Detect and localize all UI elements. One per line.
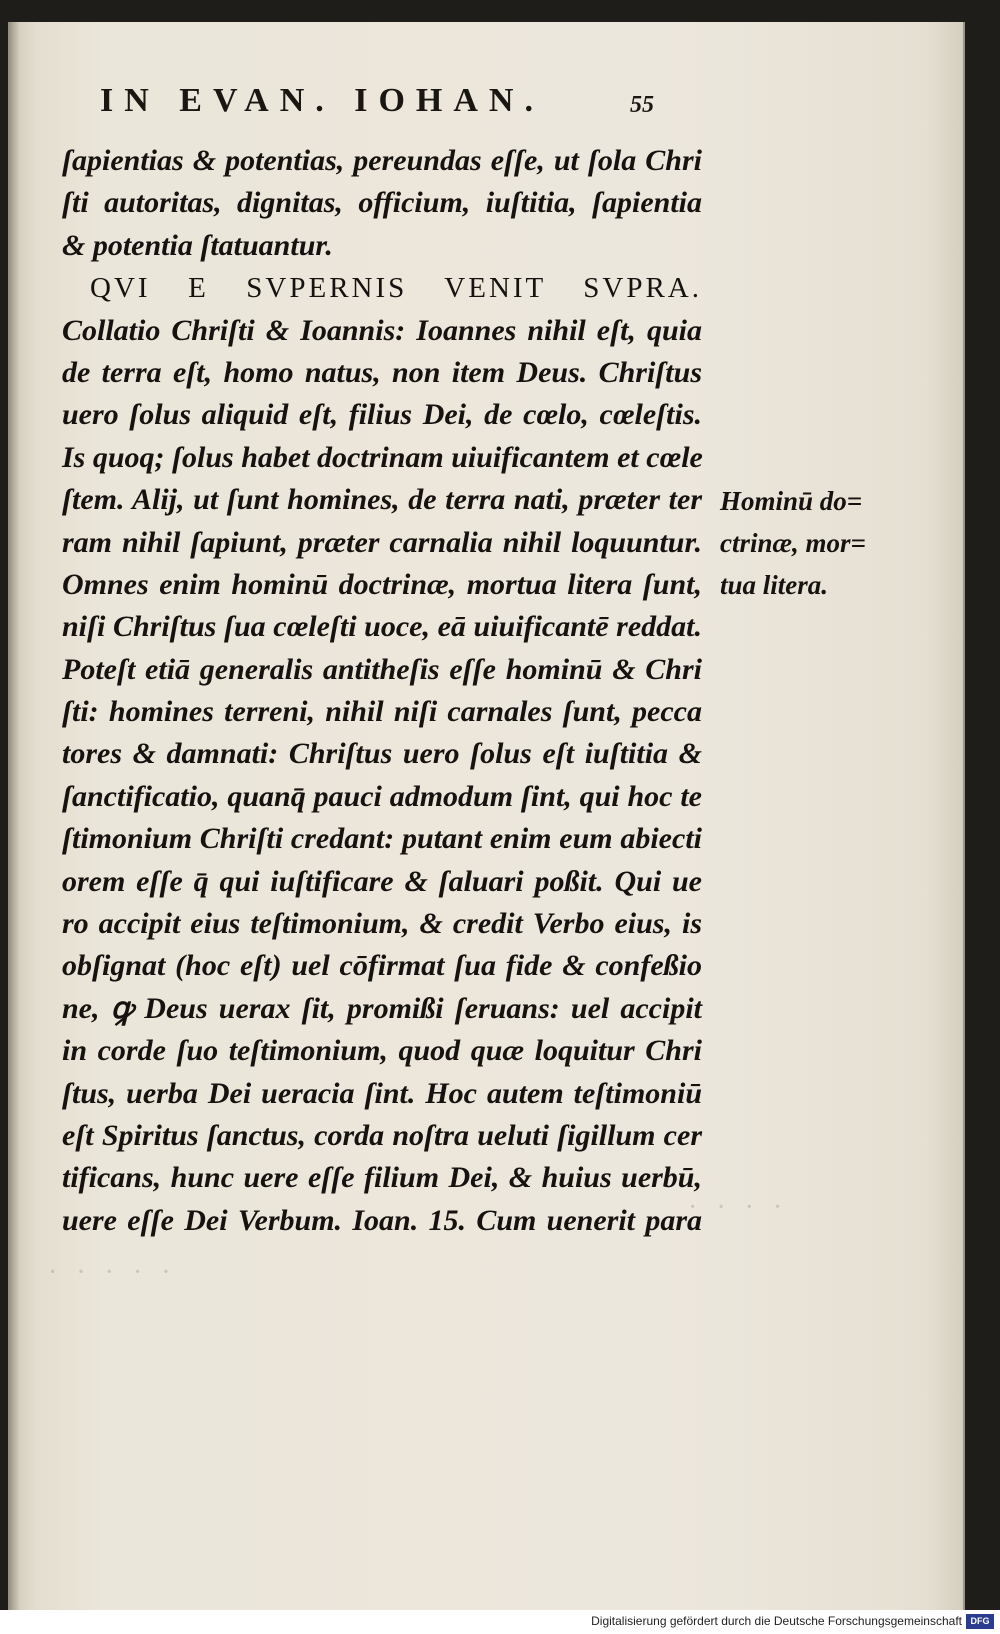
text-line: Collatio Chriſti & Ioannis: Ioannes nihil eſt, quia bbox=[62, 313, 702, 347]
text-line: ram nihil ſapiunt, præter carnalia nihil loquuntur. bbox=[62, 525, 702, 559]
text-line: ne, ꝙ Deus uerax ſit, promißi ſeruans: uel accipit bbox=[62, 991, 702, 1025]
text-line: in corde ſuo teſtimonium, quod quæ loquitur Chri bbox=[62, 1034, 702, 1068]
page-binding-shadow bbox=[8, 22, 20, 1610]
marginal-note bbox=[720, 480, 920, 606]
text-line: uere eſſe Dei Verbum. Ioan. 15. Cum uenerit para bbox=[62, 1203, 702, 1237]
text-line: tificans, hunc uere eſſe filium Dei, & huius uerbū, bbox=[62, 1161, 702, 1195]
text-line: obſignat (hoc eſt) uel cōfirmat ſua fide & confeßio bbox=[62, 949, 702, 983]
text-line: ſti autoritas, dignitas, officium, iuſtitia, ſapientia bbox=[62, 186, 702, 220]
bleed-through-text: · · · · bbox=[688, 1192, 789, 1223]
bleed-through-text: · · · · · bbox=[48, 1257, 177, 1288]
text-line: uero ſolus aliquid eſt, filius Dei, de cœlo, cœleſtis. bbox=[62, 398, 702, 432]
text-line: ſapientias & potentias, pereundas eſſe, ut ſola Chri bbox=[62, 144, 702, 177]
text-line: Is quoq; ſolus habet doctrinam uiuificantem et cœle bbox=[62, 440, 703, 474]
text-line: & potentia ſtatuantur. bbox=[62, 228, 333, 262]
marginal-note-line: tua litera. bbox=[720, 570, 829, 600]
running-head: IN EVAN. IOHAN. bbox=[100, 82, 544, 119]
text-line: de terra eſt, homo natus, non item Deus. Chriſtus bbox=[62, 355, 702, 389]
text-line: ſanctificatio, quanq̄ pauci admodum ſint, qui hoc te bbox=[62, 779, 702, 813]
text-line: tores & damnati: Chriſtus uero ſolus eſt iuſtitia & bbox=[62, 737, 702, 771]
text-line: niſi Chriſtus ſua cœleſti uoce, eā uiuificantē reddat. bbox=[62, 610, 702, 644]
text-line: ſti: homines terreni, nihil niſi carnales ſunt, pecca bbox=[62, 695, 702, 729]
text-line: ſtimonium Chriſti credant: putant enim eum abiecti bbox=[62, 822, 702, 856]
funding-credit: Digitalisierung gefördert durch die Deutsche Forschungsgemeinschaft bbox=[591, 1614, 962, 1628]
text-line: ſtus, uerba Dei ueracia ſint. Hoc autem teſtimoniū bbox=[62, 1076, 702, 1110]
text-line: ro accipit eius teſtimonium, & credit Verbo eius, is bbox=[62, 907, 702, 941]
text-line: Omnes enim hominū doctrinæ, mortua litera ſunt, bbox=[62, 567, 702, 601]
main-text-block bbox=[62, 140, 702, 1242]
section-heading: QVI E SVPERNIS VENIT SVPRA. bbox=[90, 272, 702, 305]
marginal-note-line: Hominū do= bbox=[720, 486, 863, 516]
text-line: orem eſſe q̄ qui iuſtificare & ſaluari poßit. Qui ue bbox=[62, 864, 702, 898]
marginal-note-line: ctrinæ, mor= bbox=[720, 528, 866, 558]
dfg-logo: DFG bbox=[966, 1614, 994, 1629]
text-line: ſtem. Alij, ut ſunt homines, de terra nati, præter ter bbox=[62, 483, 702, 517]
digitization-footer bbox=[0, 1610, 1000, 1634]
text-line: Poteſt etiā generalis antitheſis eſſe hominū & Chri bbox=[62, 652, 702, 686]
page-number: 55 bbox=[630, 92, 654, 118]
text-line: eſt Spiritus ſanctus, corda noſtra ueluti ſigillum cer bbox=[62, 1118, 702, 1152]
page-header bbox=[100, 82, 700, 122]
